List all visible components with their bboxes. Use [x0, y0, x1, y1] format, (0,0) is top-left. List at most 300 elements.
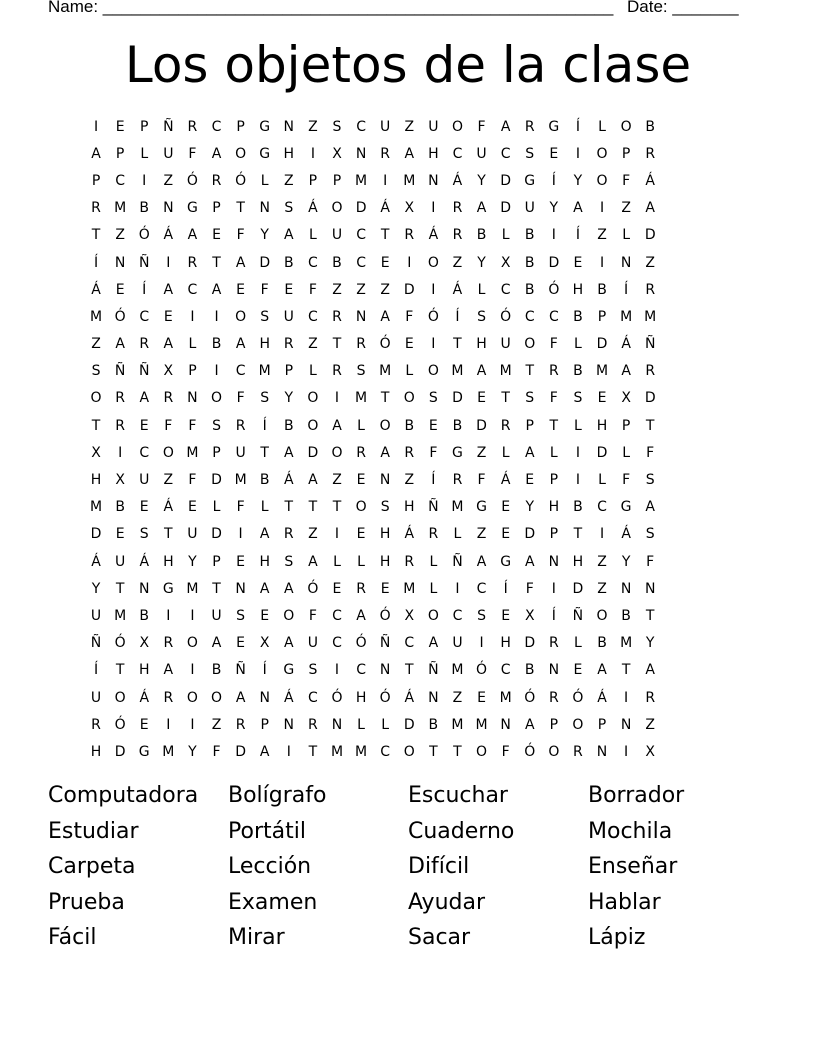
grid-letter: B	[139, 200, 150, 217]
word-list-item: Carpeta	[48, 854, 136, 879]
grid-letter: E	[380, 254, 390, 271]
grid-letter: A	[163, 336, 174, 353]
word-list-item: Examen	[228, 889, 318, 915]
grid-letter: A	[428, 635, 439, 652]
grid-letter: R	[573, 743, 583, 760]
grid-letter: L	[622, 444, 631, 461]
grid-letter: C	[500, 281, 511, 298]
grid-letter: E	[236, 635, 246, 652]
grid-letter: H	[596, 417, 608, 434]
grid-letter: O	[548, 743, 560, 760]
grid-letter: E	[356, 526, 366, 543]
grid-letter: Z	[332, 281, 342, 298]
word-list-item: Enseñar	[588, 854, 678, 879]
grid-letter: B	[573, 308, 583, 325]
grid-letter: N	[379, 662, 391, 679]
grid-letter: Í	[575, 227, 580, 244]
grid-letter: P	[549, 716, 559, 733]
grid-letter: E	[139, 716, 149, 733]
grid-letter: M	[330, 743, 344, 760]
grid-letter: G	[283, 662, 295, 679]
grid-letter: P	[260, 716, 269, 733]
grid-letter: L	[188, 336, 197, 353]
grid-letter: A	[235, 689, 246, 706]
grid-letter: C	[139, 444, 150, 461]
grid-letter: P	[212, 200, 221, 217]
word-list-item: Ayudar	[408, 889, 486, 915]
grid-letter: O	[235, 145, 247, 162]
grid-letter: U	[500, 336, 511, 353]
grid-letter: M	[620, 635, 633, 652]
grid-letter: C	[356, 227, 366, 244]
grid-letter: R	[163, 689, 174, 706]
grid-row	[84, 657, 744, 684]
grid-letter: F	[236, 390, 245, 407]
grid-letter: M	[379, 363, 392, 380]
grid-letter: Ó	[331, 689, 343, 706]
grid-letter: C	[452, 145, 463, 162]
grid-letter: M	[451, 716, 464, 733]
grid-letter: B	[573, 363, 583, 380]
grid-letter: I	[431, 281, 436, 298]
grid-letter: R	[187, 254, 198, 271]
grid-letter: B	[283, 417, 294, 434]
grid-letter: Ó	[186, 172, 198, 189]
grid-letter: R	[187, 118, 198, 135]
grid-letter: N	[428, 172, 439, 189]
grid-letter: Ñ	[138, 254, 150, 271]
grid-letter: E	[115, 281, 125, 298]
grid-letter: D	[644, 227, 656, 244]
grid-letter: U	[428, 118, 439, 135]
grid-letter: C	[139, 308, 150, 325]
grid-letter: Y	[621, 553, 631, 570]
grid-letter: F	[429, 444, 438, 461]
grid-letter: B	[283, 254, 294, 271]
grid-letter: I	[238, 526, 243, 543]
grid-letter: F	[188, 145, 197, 162]
grid-letter: D	[644, 390, 656, 407]
grid-letter: L	[308, 363, 317, 380]
grid-letter: O	[186, 635, 198, 652]
grid-letter: I	[455, 580, 460, 597]
grid-letter: Ó	[379, 336, 391, 353]
grid-letter: B	[332, 254, 342, 271]
grid-letter: Á	[91, 281, 101, 298]
grid-letter: U	[115, 553, 126, 570]
grid-letter: R	[404, 444, 415, 461]
grid-letter: T	[621, 662, 631, 679]
grid-letter: Y	[284, 390, 294, 407]
grid-letter: I	[190, 662, 195, 679]
grid-letter: I	[190, 607, 195, 624]
grid-letter: M	[186, 580, 199, 597]
grid-letter: I	[551, 580, 556, 597]
grid-letter: R	[235, 417, 246, 434]
grid-letter: A	[259, 526, 270, 543]
grid-letter: P	[115, 145, 125, 162]
grid-letter: M	[499, 363, 512, 380]
grid-letter: E	[236, 281, 246, 298]
grid-letter: B	[573, 499, 583, 516]
word-list-item: Computadora	[48, 783, 199, 808]
grid-letter: N	[187, 390, 198, 407]
grid-letter: Y	[573, 172, 583, 189]
grid-letter: Ñ	[235, 662, 246, 679]
grid-letter: L	[357, 553, 365, 570]
grid-letter: Ó	[524, 743, 536, 760]
grid-letter: A	[115, 336, 125, 353]
grid-letter: Z	[163, 172, 174, 189]
grid-letter: C	[308, 254, 318, 271]
grid-letter: M	[403, 580, 416, 597]
grid-letter: I	[118, 444, 123, 461]
grid-letter: C	[597, 499, 607, 516]
word-list-item: Portátil	[228, 818, 306, 844]
grid-letter: R	[283, 526, 294, 543]
grid-letter: C	[380, 743, 391, 760]
grid-letter: Í	[503, 580, 508, 597]
grid-letter: M	[475, 716, 488, 733]
grid-letter: X	[621, 390, 631, 407]
grid-row	[84, 630, 744, 657]
grid-letter: H	[355, 689, 367, 706]
grid-letter: E	[115, 526, 125, 543]
grid-letter: Ó	[548, 281, 560, 298]
grid-letter: D	[596, 336, 608, 353]
grid-letter: A	[211, 635, 222, 652]
grid-letter: Ñ	[163, 118, 174, 135]
grid-letter: I	[431, 336, 436, 353]
grid-letter: T	[115, 662, 125, 679]
grid-letter: S	[212, 417, 221, 434]
grid-letter: D	[355, 200, 367, 217]
grid-letter: A	[476, 200, 487, 217]
grid-row	[84, 140, 744, 167]
grid-letter: B	[597, 281, 607, 298]
grid-letter: L	[260, 172, 269, 189]
grid-letter: T	[645, 607, 655, 624]
grid-letter: R	[211, 172, 222, 189]
grid-letter: N	[596, 743, 608, 760]
grid-letter: P	[621, 417, 631, 434]
grid-letter: B	[139, 607, 150, 624]
grid-letter: M	[355, 390, 368, 407]
grid-letter: B	[259, 472, 270, 489]
grid-letter: Ñ	[428, 499, 439, 516]
grid-letter: M	[114, 200, 127, 217]
grid-letter: I	[407, 254, 412, 271]
grid-letter: M	[595, 363, 609, 380]
word-list-item: Difícil	[408, 854, 470, 879]
grid-letter: L	[140, 145, 149, 162]
grid-letter: Z	[91, 336, 101, 353]
grid-letter: L	[212, 499, 221, 516]
grid-letter: P	[525, 417, 534, 434]
grid-letter: F	[188, 472, 197, 489]
grid-letter: P	[549, 472, 559, 489]
grid-letter: P	[236, 118, 245, 135]
grid-letter: F	[525, 580, 534, 597]
grid-letter: D	[211, 526, 222, 543]
grid-letter: D	[259, 254, 271, 271]
grid-letter: I	[599, 526, 605, 543]
grid-letter: E	[332, 580, 342, 597]
grid-letter: H	[259, 336, 270, 353]
grid-letter: X	[404, 607, 415, 624]
grid-letter: Í	[262, 417, 267, 434]
grid-letter: D	[476, 417, 487, 434]
grid-letter: C	[452, 607, 463, 624]
grid-letter: O	[379, 417, 391, 434]
grid-letter: A	[404, 145, 415, 162]
grid-letter: M	[114, 607, 127, 624]
grid-letter: A	[356, 607, 366, 624]
grid-letter: R	[332, 308, 342, 325]
grid-letter: A	[308, 472, 318, 489]
grid-letter: P	[212, 444, 221, 461]
grid-letter: T	[453, 336, 462, 353]
grid-letter: Á	[645, 172, 655, 189]
grid-letter: L	[574, 336, 582, 353]
grid-letter: Ñ	[114, 363, 126, 380]
grid-letter: G	[259, 145, 271, 162]
grid-letter: Ó	[476, 662, 488, 679]
grid-letter: O	[162, 444, 174, 461]
grid-letter: I	[599, 200, 605, 217]
grid-letter: A	[645, 200, 655, 217]
grid-letter: I	[599, 254, 605, 271]
grid-letter: F	[477, 118, 486, 135]
grid-letter: A	[187, 227, 198, 244]
grid-letter: O	[403, 390, 415, 407]
grid-letter: L	[357, 716, 365, 733]
grid-letter: Z	[621, 200, 631, 217]
grid-letter: Z	[308, 118, 318, 135]
grid-letter: A	[284, 444, 294, 461]
grid-letter: B	[211, 662, 222, 679]
grid-letter: S	[332, 118, 342, 135]
grid-letter: R	[139, 336, 150, 353]
grid-letter: T	[332, 336, 342, 353]
grid-letter: O	[355, 499, 367, 516]
grid-letter: A	[500, 118, 511, 135]
grid-letter: Í	[551, 607, 556, 624]
grid-letter: H	[283, 145, 295, 162]
grid-letter: T	[308, 743, 318, 760]
grid-letter: L	[598, 472, 606, 489]
grid-letter: U	[331, 227, 343, 244]
grid-letter: M	[162, 743, 175, 760]
grid-letter: Ñ	[428, 662, 439, 679]
grid-letter: Á	[284, 472, 294, 489]
grid-letter: U	[90, 607, 102, 624]
grid-letter: E	[477, 689, 486, 706]
grid-letter: L	[622, 227, 631, 244]
grid-letter: N	[428, 689, 439, 706]
grid-letter: H	[379, 526, 391, 543]
grid-letter: F	[405, 308, 414, 325]
grid-letter: X	[139, 635, 150, 652]
grid-letter: M	[90, 499, 103, 516]
grid-letter: B	[645, 118, 655, 135]
grid-letter: R	[356, 336, 366, 353]
grid-letter: Z	[380, 281, 390, 298]
grid-letter: O	[211, 689, 223, 706]
grid-letter: O	[596, 607, 608, 624]
grid-letter: Í	[431, 472, 436, 489]
grid-letter: E	[573, 254, 583, 271]
grid-letter: I	[383, 172, 388, 189]
grid-letter: E	[501, 526, 511, 543]
grid-letter: E	[477, 390, 486, 407]
grid-letter: F	[646, 444, 655, 461]
grid-letter: E	[501, 607, 511, 624]
grid-letter: D	[403, 281, 415, 298]
grid-letter: H	[476, 336, 487, 353]
grid-letter: P	[332, 172, 342, 189]
grid-letter: G	[186, 200, 198, 217]
grid-letter: O	[451, 118, 463, 135]
grid-letter: Y	[645, 635, 655, 652]
grid-letter: F	[549, 336, 558, 353]
grid-letter: P	[284, 363, 294, 380]
grid-letter: T	[115, 580, 125, 597]
grid-letter: H	[572, 553, 584, 570]
grid-letter: D	[572, 580, 584, 597]
grid-letter: Y	[91, 580, 101, 597]
grid-letter: E	[236, 553, 246, 570]
grid-letter: Y	[477, 172, 486, 189]
grid-letter: S	[645, 526, 655, 543]
grid-letter: Z	[356, 281, 366, 298]
grid-letter: Ñ	[138, 363, 150, 380]
grid-letter: O	[524, 336, 536, 353]
grid-letter: D	[90, 526, 102, 543]
grid-letter: F	[477, 472, 486, 489]
grid-letter: T	[164, 526, 173, 543]
grid-letter: D	[524, 635, 536, 652]
grid-letter: A	[259, 743, 270, 760]
grid-letter: O	[596, 172, 608, 189]
grid-letter: E	[115, 118, 125, 135]
word-list-item: Fácil	[48, 925, 97, 950]
grid-letter: Á	[139, 553, 150, 570]
grid-letter: T	[380, 390, 390, 407]
grid-letter: R	[356, 580, 366, 597]
grid-letter: E	[549, 145, 559, 162]
grid-letter: H	[379, 553, 391, 570]
grid-letter: I	[624, 743, 629, 760]
grid-letter: L	[501, 227, 510, 244]
grid-letter: R	[428, 526, 439, 543]
grid-letter: A	[139, 390, 150, 407]
grid-letter: I	[575, 145, 580, 162]
grid-letter: T	[573, 526, 583, 543]
grid-letter: F	[501, 743, 510, 760]
grid-letter: F	[164, 417, 173, 434]
grid-letter: S	[525, 145, 535, 162]
page-title: Los objetos de la clase	[124, 36, 692, 94]
grid-letter: A	[211, 281, 222, 298]
grid-letter: R	[91, 200, 101, 217]
grid-letter: N	[283, 716, 295, 733]
grid-letter: D	[403, 716, 415, 733]
grid-letter: Z	[332, 472, 342, 489]
grid-letter: S	[477, 607, 486, 624]
word-list-item: Borrador	[588, 783, 685, 808]
grid-row	[84, 602, 744, 629]
grid-letter: Í	[455, 308, 460, 325]
grid-letter: Z	[452, 254, 463, 271]
grid-letter: N	[620, 254, 632, 271]
grid-letter: G	[259, 118, 271, 135]
grid-letter: Í	[262, 662, 267, 679]
grid-letter: Ó	[379, 607, 391, 624]
grid-row	[84, 385, 744, 412]
word-list-item: Escuchar	[408, 783, 508, 808]
grid-letter: N	[163, 200, 174, 217]
grid-letter: R	[115, 417, 125, 434]
grid-letter: D	[235, 743, 246, 760]
grid-letter: Y	[260, 227, 269, 244]
grid-letter: Ó	[114, 716, 126, 733]
grid-letter: B	[452, 417, 463, 434]
grid-letter: Ñ	[379, 635, 391, 652]
grid-letter: A	[308, 553, 318, 570]
grid-letter: T	[525, 363, 535, 380]
grid-letter: P	[597, 716, 607, 733]
grid-letter: N	[331, 716, 343, 733]
grid-letter: Ó	[500, 308, 512, 325]
grid-letter: C	[524, 308, 535, 325]
grid-letter: I	[214, 308, 219, 325]
grid-letter: L	[429, 553, 438, 570]
grid-letter: Á	[308, 200, 318, 217]
grid-letter: O	[283, 607, 295, 624]
grid-letter: B	[524, 281, 535, 298]
grid-letter: A	[163, 281, 174, 298]
grid-letter: X	[524, 607, 535, 624]
grid-letter: L	[574, 635, 582, 652]
grid-letter: N	[355, 308, 367, 325]
grid-letter: U	[452, 635, 463, 652]
grid-letter: Z	[115, 227, 125, 244]
grid-letter: S	[308, 662, 318, 679]
grid-letter: Z	[163, 472, 174, 489]
grid-letter: S	[236, 607, 246, 624]
grid-letter: L	[357, 417, 365, 434]
grid-letter: F	[236, 499, 245, 516]
grid-letter: F	[308, 607, 317, 624]
grid-letter: Ó	[355, 635, 367, 652]
grid-letter: Á	[139, 689, 150, 706]
grid-letter: R	[548, 635, 559, 652]
grid-letter: I	[431, 200, 436, 217]
grid-letter: O	[596, 145, 608, 162]
grid-letter: Ñ	[572, 607, 584, 624]
grid-row	[84, 738, 744, 765]
grid-letter: R	[283, 336, 294, 353]
grid-letter: S	[284, 553, 294, 570]
grid-letter: L	[453, 526, 462, 543]
grid-letter: E	[139, 499, 149, 516]
grid-letter: A	[235, 254, 246, 271]
grid-letter: Á	[621, 526, 631, 543]
grid-letter: G	[138, 743, 150, 760]
grid-letter: N	[259, 200, 270, 217]
grid-letter: O	[307, 417, 319, 434]
